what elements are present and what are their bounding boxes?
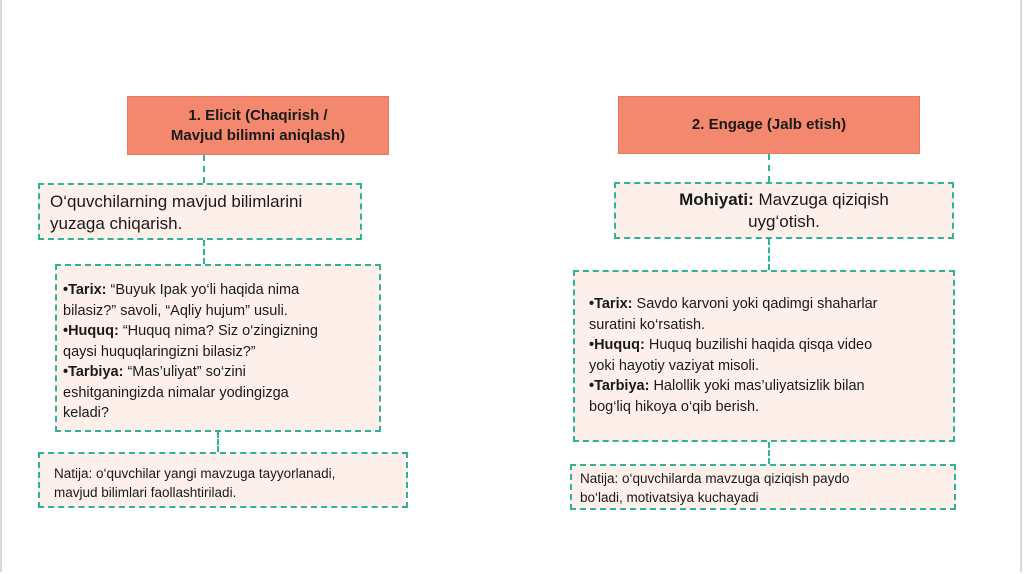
elicit-header-line1: 1. Elicit (Chaqirish /	[188, 106, 328, 124]
example-label: •Huquq:	[63, 323, 119, 339]
example-tarix	[589, 294, 953, 335]
engage-examples-box	[573, 270, 955, 442]
example-text: Savdo karvoni yoki qadimgi shaharlar	[632, 296, 878, 312]
elicit-result-box	[38, 452, 408, 508]
connector-elicit-examples	[203, 240, 205, 264]
example-label: •Tarix:	[63, 282, 107, 298]
example-huquq	[63, 321, 379, 362]
elicit-examples-box	[55, 264, 381, 432]
example-huquq	[589, 335, 953, 376]
connector-engage-examples	[768, 239, 770, 270]
elicit-result-line1: Natija: o‘quvchilar yangi mavzuga tayyorlanadi,	[54, 466, 336, 481]
engage-purpose-box	[614, 182, 954, 239]
example-text: bilasiz?” savoli, “Aqliy hujum” usuli.	[63, 302, 288, 319]
elicit-purpose-box	[38, 183, 362, 240]
example-tarbiya	[589, 376, 953, 417]
engage-purpose-line2: uyg‘otish.	[748, 212, 820, 231]
engage-header	[618, 96, 920, 154]
example-tarbiya	[63, 362, 379, 424]
example-text: “Buyuk Ipak yo‘li haqida nima	[106, 282, 300, 298]
engage-header-text: 2. Engage (Jalb etish)	[691, 116, 847, 133]
connector-elicit-purpose	[203, 155, 205, 183]
example-label: •Tarix:	[589, 296, 633, 312]
engage-result-line1: Natija: o‘quvchilarda mavzuga qiziqish paydo	[580, 471, 850, 486]
example-text: qaysi huquqlaringizni bilasiz?”	[63, 343, 256, 360]
connector-engage-purpose	[768, 154, 770, 182]
example-label: •Tarbiya:	[63, 364, 124, 380]
elicit-result-line2: mavjud bilimlari faollashtiriladi.	[54, 485, 237, 500]
example-label: •Huquq:	[589, 337, 645, 353]
engage-purpose-line1	[616, 189, 952, 211]
example-text: Huquq buzilishi haqida qisqa video	[644, 337, 873, 353]
example-label: •Tarbiya:	[589, 378, 650, 394]
example-text: bog‘liq hikoya o‘qib berish.	[589, 398, 760, 415]
example-text: “Mas’uliyat” so‘zini	[123, 364, 246, 380]
engage-purpose-text: Mavzuga qiziqish	[753, 190, 889, 209]
connector-engage-result	[768, 442, 770, 464]
example-text: suratini ko‘rsatish.	[589, 316, 706, 333]
example-text: yoki hayotiy vaziyat misoli.	[589, 357, 760, 374]
connector-elicit-result	[217, 432, 219, 452]
elicit-header	[127, 96, 389, 155]
example-tarix	[63, 280, 379, 321]
engage-result-line2: bo‘ladi, motivatsiya kuchayadi	[580, 490, 759, 505]
engage-purpose-label: Mohiyati:	[679, 190, 754, 209]
elicit-purpose-line2: yuzaga chiqarish.	[50, 214, 183, 233]
elicit-purpose-line1: O‘quvchilarning mavjud bilimlarini	[50, 192, 303, 211]
example-text: Halollik yoki mas’uliyatsizlik bilan	[649, 378, 865, 394]
engage-result-box	[570, 464, 956, 510]
example-text: keladi?	[63, 405, 109, 421]
example-text: eshitganingizda nimalar yodingizga	[63, 384, 289, 401]
example-text: “Huquq nima? Siz o‘zingizning	[118, 323, 318, 339]
elicit-header-line2: Mavjud bilimni aniqlash)	[170, 126, 346, 144]
